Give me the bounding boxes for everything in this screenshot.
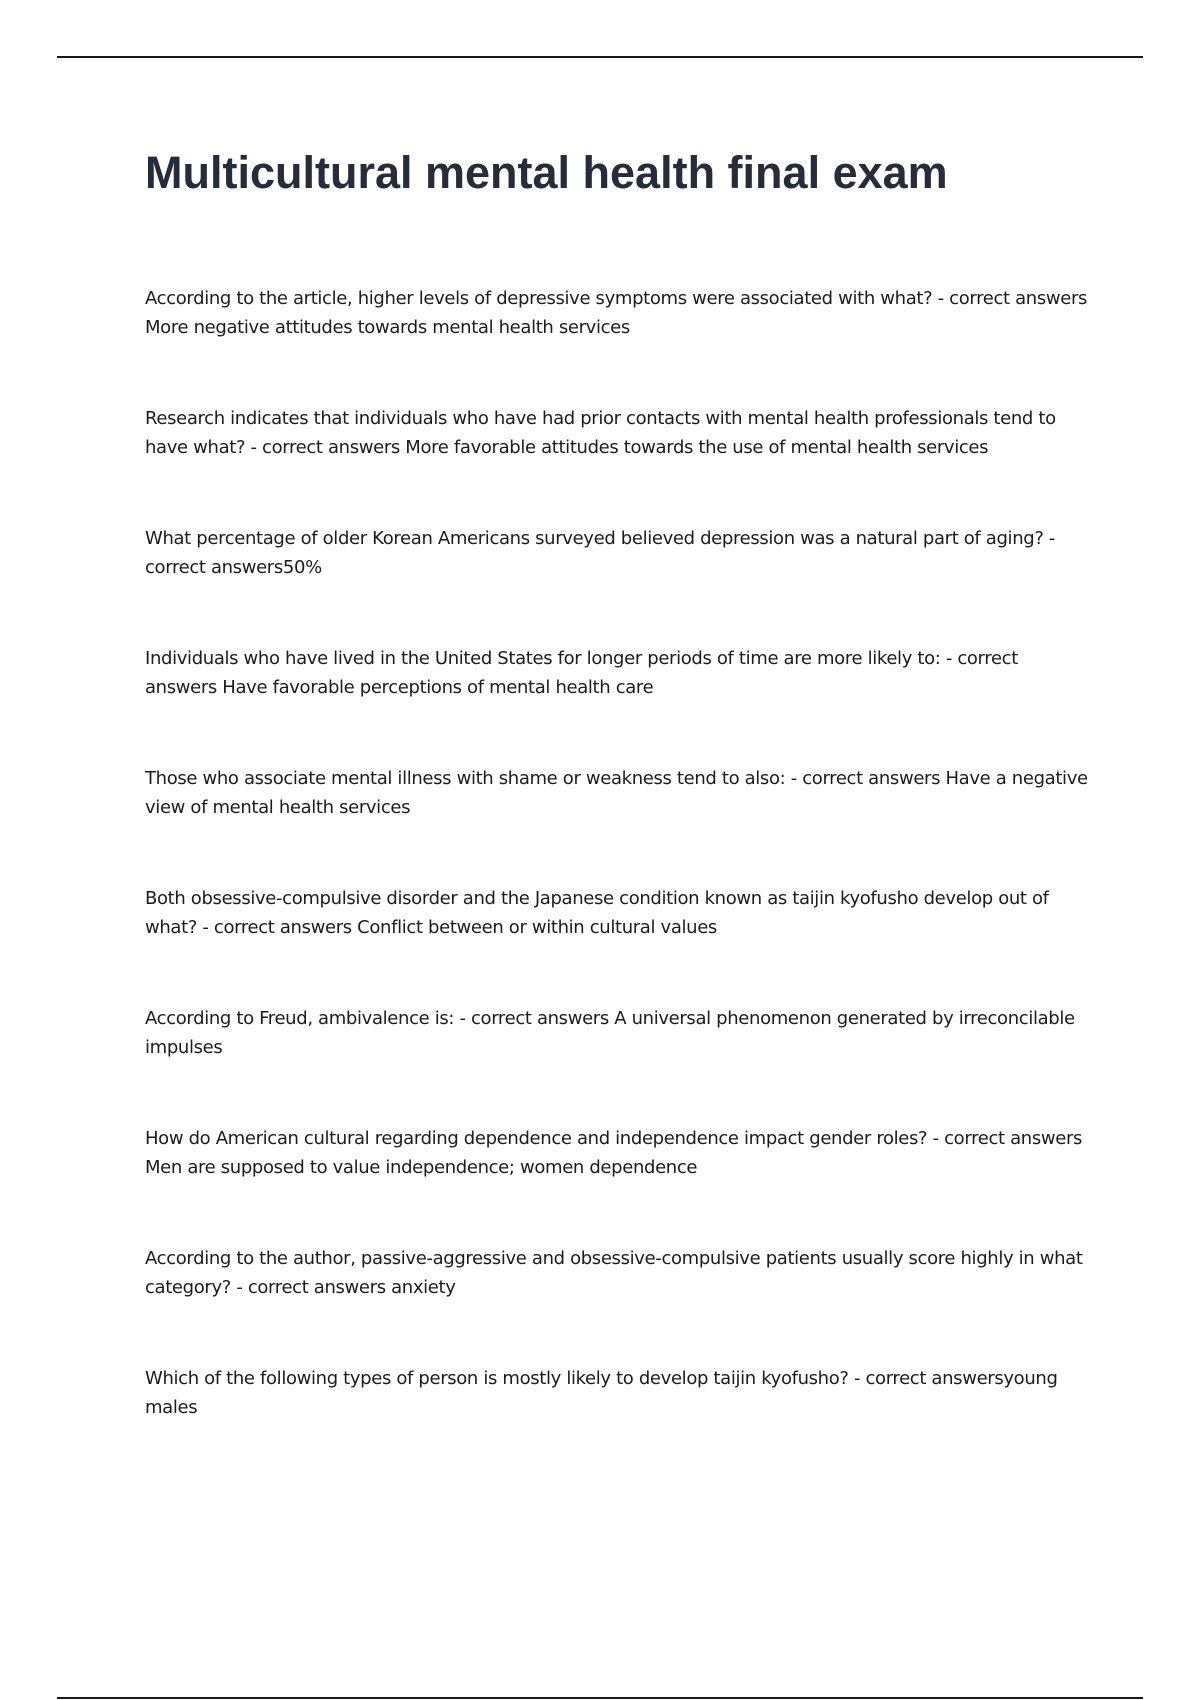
- qa-item-3: What percentage of older Korean Americans surveyed believed depression was a natural part of aging? - correct answers50%: [145, 528, 1056, 578]
- top-rule: [57, 56, 1143, 58]
- qa-item-1: According to the article, higher levels of depressive symptoms were associated with what? - correct answers More negative attitudes towards mental health services: [145, 288, 1088, 338]
- qa-item-5: Those who associate mental illness with shame or weakness tend to also: - correct answers Have a negative view of mental health services: [145, 768, 1088, 818]
- qa-item-7: According to Freud, ambivalence is: - correct answers A universal phenomenon generated by irreconcilable impulses: [145, 1008, 1075, 1058]
- document-body: [145, 140, 1095, 1484]
- qa-item-9: According to the author, passive-aggressive and obsessive-compulsive patients usually score highly in what category? - correct answers anxiety: [145, 1248, 1083, 1298]
- qa-item-10: Which of the following types of person is mostly likely to develop taijin kyofusho? - correct answersyoung males: [145, 1368, 1058, 1418]
- qa-item-4: Individuals who have lived in the United States for longer periods of time are more likely to: - correct answers Have favorable perceptions of mental health care: [145, 648, 1018, 698]
- qa-item-6: Both obsessive-compulsive disorder and the Japanese condition known as taijin kyofusho develop out of what? - correct answers Conflict between or within cultural values: [145, 888, 1049, 938]
- qa-list: [145, 284, 1095, 1422]
- bottom-rule: [57, 1697, 1143, 1699]
- qa-item-8: How do American cultural regarding dependence and independence impact gender roles? - correct answers Men are supposed to value independence; women dependence: [145, 1128, 1083, 1178]
- qa-item-2: Research indicates that individuals who have had prior contacts with mental health professionals tend to have what? - correct answers More favorable attitudes towards the use of mental health services: [145, 408, 1056, 458]
- page-title: Multicultural mental health final exam: [145, 147, 948, 198]
